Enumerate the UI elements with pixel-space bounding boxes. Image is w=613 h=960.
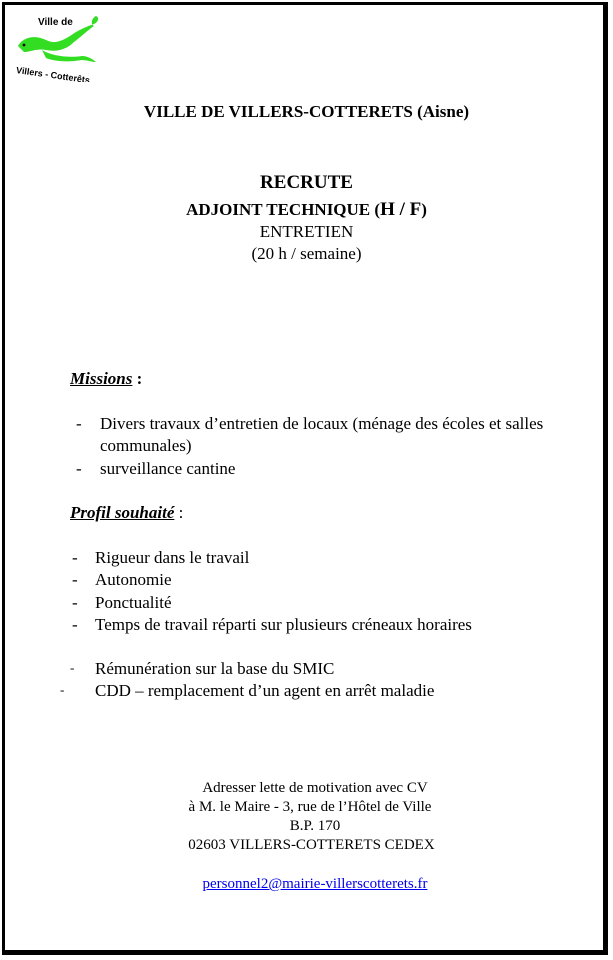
bullet-dash: -: [72, 570, 78, 589]
profil-item: Ponctualité: [95, 593, 172, 612]
mission-item-cont: communales): [100, 436, 192, 455]
email-link[interactable]: personnel2@mairie-villerscotterets.fr: [202, 876, 428, 892]
profil-item: Temps de travail réparti sur plusieurs créneaux horaires: [95, 615, 472, 634]
profil-item: Rigueur dans le travail: [95, 548, 250, 567]
bullet-dash: -: [70, 660, 75, 675]
bullet-dash: -: [60, 682, 65, 697]
bullet-dash: -: [72, 548, 78, 567]
job-hours: (20 h / semaine): [251, 244, 362, 263]
address-line: B.P. 170: [289, 818, 341, 834]
address-line: 02603 VILLERS-COTTERETS CEDEX: [188, 837, 435, 853]
page-heading: VILLE DE VILLERS-COTTERETS (Aisne): [143, 102, 470, 121]
condition-item: Rémunération sur la base du SMIC: [95, 659, 335, 678]
address-line: Adresser lette de motivation avec CV: [202, 780, 428, 796]
bullet-dash: -: [72, 593, 78, 612]
profil-heading: Profil souhaité :: [70, 503, 184, 522]
bullet-dash: -: [76, 414, 82, 433]
salamander-icon: [12, 12, 107, 82]
recrute-title: RECRUTE: [260, 172, 353, 193]
job-subtitle: ENTRETIEN: [259, 222, 354, 241]
address-line: à M. le Maire - 3, rue de l’Hôtel de Ville: [188, 799, 432, 815]
mission-item: Divers travaux d’entretien de locaux (ménage des écoles et salles: [100, 414, 544, 433]
profil-item: Autonomie: [95, 570, 172, 589]
logo-bottom-text: Villers - Cotterêts: [15, 65, 91, 82]
job-title: ADJOINT TECHNIQUE (H / F): [186, 199, 427, 220]
email-row: [0, 876, 613, 893]
logo-top-text: Ville de: [38, 17, 73, 28]
bullet-dash: -: [72, 615, 78, 634]
bullet-dash: -: [76, 459, 82, 478]
mission-item: surveillance cantine: [100, 459, 236, 478]
condition-item: CDD – remplacement d’un agent en arrêt maladie: [95, 681, 435, 700]
city-logo: [12, 12, 107, 82]
missions-heading: Missions :: [70, 369, 143, 388]
